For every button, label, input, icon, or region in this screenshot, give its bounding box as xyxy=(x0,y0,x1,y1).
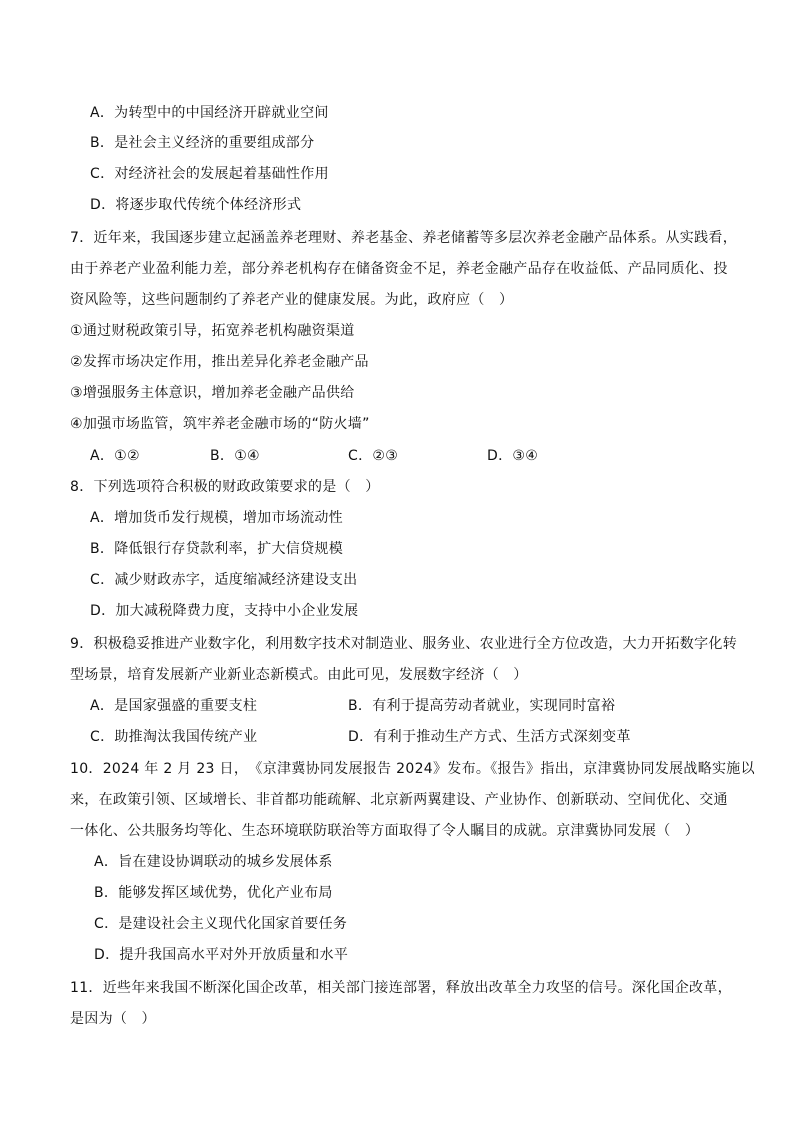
q9-option-d: D．有利于推动生产方式、生活方式深刻变革 xyxy=(348,729,631,745)
q8-stem: 8．下列选项符合积极的财政政策要求的是（ ） xyxy=(70,479,380,495)
q10-option-b: B．能够发挥区域优势，优化产业布局 xyxy=(94,885,333,901)
q7-stem-line-3: 资风险等，这些问题制约了养老产业的健康发展。为此，政府应（ ） xyxy=(70,292,514,308)
q7-options-row xyxy=(0,447,794,465)
q9-stem-line-2: 型场景，培育发展新产业新业态新模式。由此可见，发展数字经济（ ） xyxy=(70,667,528,683)
q9-options-row-1 xyxy=(0,697,794,715)
q7-stem-line-2: 由于养老产业盈利能力差，部分养老机构存在储备资金不足，养老金融产品存在收益低、产品同质化、投 xyxy=(70,261,728,277)
q10-option-c: C．是建设社会主义现代化国家首要任务 xyxy=(94,916,348,932)
q7-option-c: C．②③ xyxy=(348,448,399,464)
q7-option-d: D．③④ xyxy=(487,448,539,464)
q7-option-a: A．①② xyxy=(90,448,140,464)
q9-stem-line-1: 9．积极稳妥推进产业数字化，利用数字技术对制造业、服务业、农业进行全方位改造，大力开拓数字化转 xyxy=(70,636,738,652)
q10-option-d: D．提升我国高水平对外开放质量和水平 xyxy=(94,947,349,963)
q9-option-c: C．助推淘汰我国传统产业 xyxy=(90,729,258,745)
q7-item-3: ③增强服务主体意识，增加养老金融产品供给 xyxy=(70,385,355,401)
q9-option-b: B．有利于提高劳动者就业，实现同时富裕 xyxy=(348,698,616,714)
q7-item-1: ①通过财税政策引导，拓宽养老机构融资渠道 xyxy=(70,323,355,339)
q6-option-c: C．对经济社会的发展起着基础性作用 xyxy=(90,166,329,182)
q7-stem-line-1: 7．近年来，我国逐步建立起涵盖养老理财、养老基金、养老储蓄等多层次养老金融产品体系。从实践看， xyxy=(70,230,738,246)
q9-option-a: A．是国家强盛的重要支柱 xyxy=(90,698,258,714)
q8-option-a: A．增加货币发行规模，增加市场流动性 xyxy=(90,510,343,526)
q7-option-b: B．①④ xyxy=(210,448,260,464)
q10-option-a: A．旨在建设协调联动的城乡发展体系 xyxy=(94,854,333,870)
q8-option-b: B．降低银行存贷款利率，扩大信贷规模 xyxy=(90,541,344,557)
q6-option-a: A．为转型中的中国经济开辟就业空间 xyxy=(90,105,329,121)
q7-item-4: ④加强市场监管，筑牢养老金融市场的“防火墙” xyxy=(70,416,370,432)
q7-item-2: ②发挥市场决定作用，推出差异化养老金融产品 xyxy=(70,354,369,370)
q11-stem-line-1: 11．近些年来我国不断深化国企改革，相关部门接连部署，释放出改革全力攻坚的信号。深化国企改革， xyxy=(70,980,732,996)
q10-stem-line-2: 来，在政策引领、区域增长、非首都功能疏解、北京新两翼建设、产业协作、创新联动、空间优化、交通 xyxy=(70,792,728,808)
q10-stem-line-3: 一体化、公共服务均等化、生态环境联防联治等方面取得了令人瞩目的成就。京津冀协同发展（ ） xyxy=(70,823,700,839)
q8-option-d: D．加大减税降费力度，支持中小企业发展 xyxy=(90,603,359,619)
q11-stem-line-2: 是因为（ ） xyxy=(70,1011,156,1027)
q6-option-b: B．是社会主义经济的重要组成部分 xyxy=(90,135,315,151)
q8-option-c: C．减少财政赤字，适度缩减经济建设支出 xyxy=(90,572,358,588)
q9-options-row-2 xyxy=(0,728,794,746)
q10-stem-line-1: 10．2024 年 2 月 23 日， 《京津冀协同发展报告 2024》发布。《报告》指出，京津冀协同发展战略实施以 xyxy=(70,761,755,777)
q6-option-d: D．将逐步取代传统个体经济形式 xyxy=(90,197,302,213)
